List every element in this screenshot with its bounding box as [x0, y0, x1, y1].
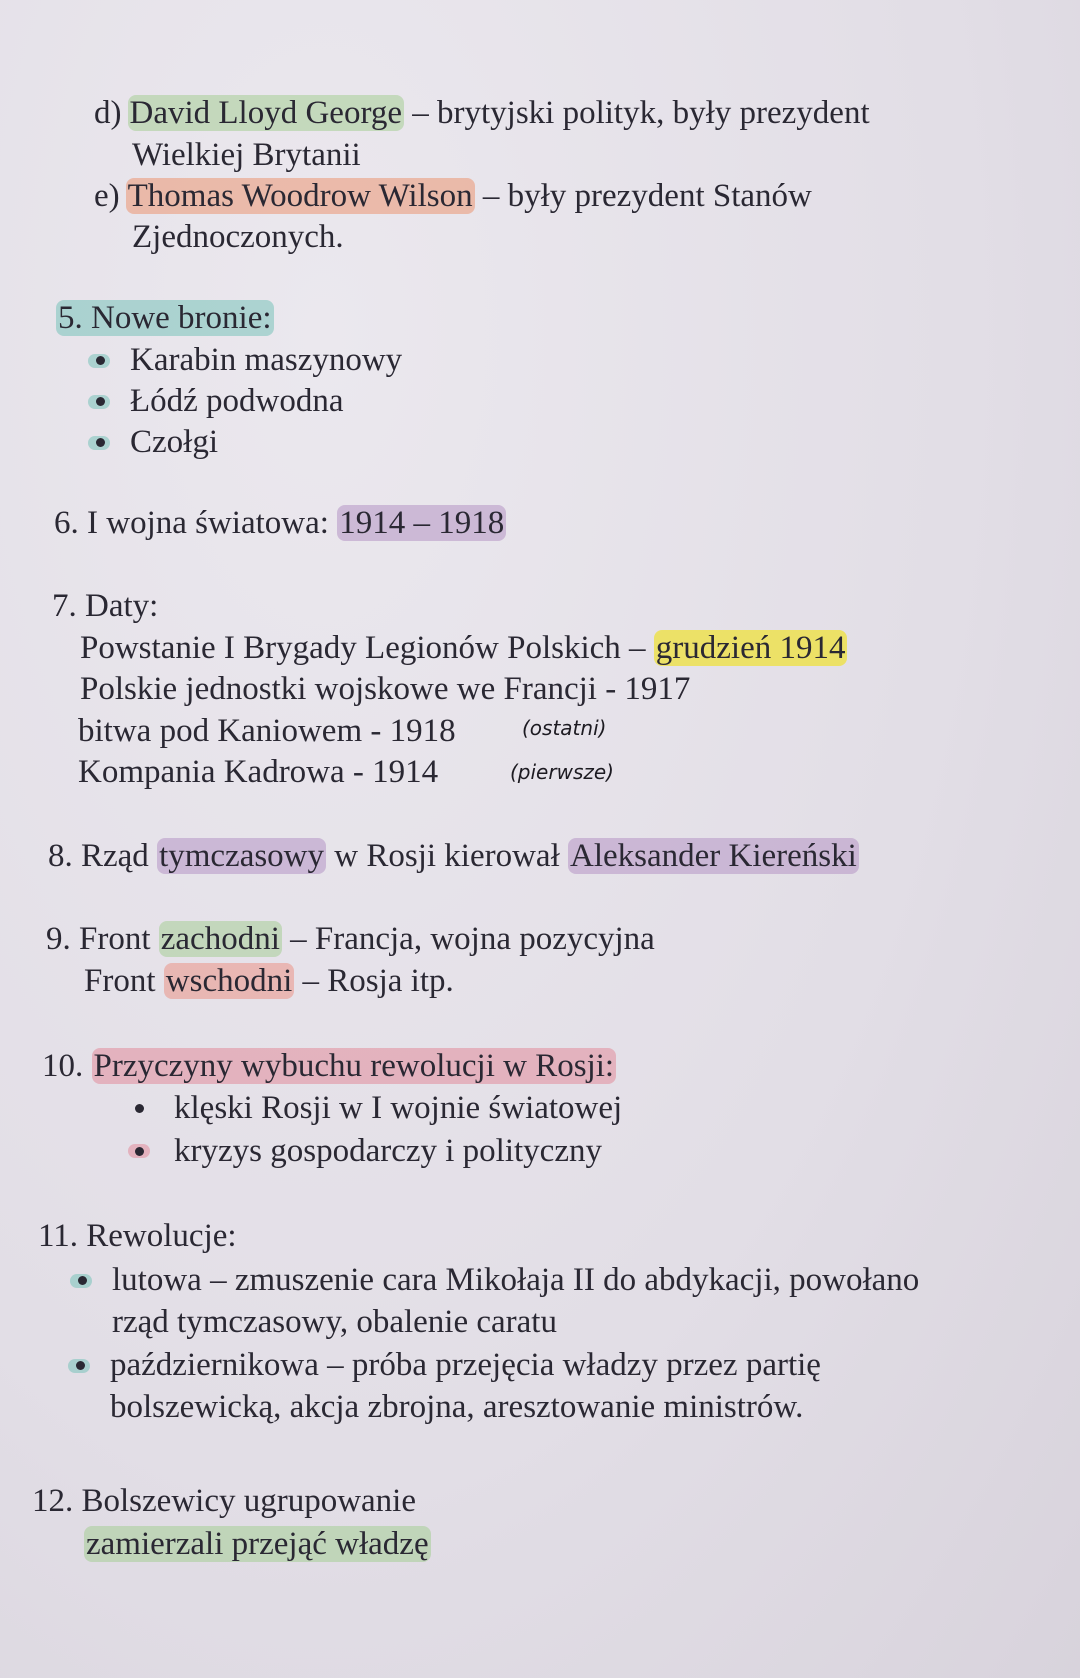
item-4e-rest: – były prezydent Stanów: [474, 178, 812, 214]
item-7-line-2: Polskie jednostki wojskowe we Francji - 1917: [80, 671, 691, 707]
item-9-west: zachodni: [160, 921, 280, 957]
item-11-bullet-2-line-1: październikowa – próba przejęcia władzy przez partię: [110, 1347, 821, 1383]
item-6-dates: 1914 – 1918: [339, 505, 505, 541]
item-11-bullet-1-line-1: lutowa – zmuszenie cara Mikołaja II do abdykacji, powołano: [112, 1262, 920, 1298]
item-11-heading-text: 11. Rewolucje:: [38, 1218, 237, 1254]
item-10-bullet-1: klęski Rosji w I wojnie światowej: [174, 1090, 623, 1126]
item-8-prefix: 8. Rząd: [48, 838, 158, 874]
item-5-bullet-1: Karabin maszynowy: [130, 342, 403, 378]
item-4d-name: David Lloyd George: [129, 95, 402, 131]
item-4d-continuation: Wielkiej Brytanii: [132, 137, 361, 173]
item-9-line-1: [46, 919, 655, 959]
item-6-line: [54, 503, 506, 543]
bullet-dot: [78, 1276, 87, 1285]
item-7-line-1-text: Powstanie I Brygady Legionów Polskich –: [80, 630, 654, 666]
item-10-number: 10.: [42, 1048, 92, 1084]
item-4e-continuation: Zjednoczonych.: [132, 219, 344, 255]
item-4e-prefix: e): [94, 178, 120, 214]
item-12-line-1: 12. Bolszewicy ugrupowanie: [32, 1483, 416, 1519]
handwritten-note-last: (ostatni): [522, 716, 607, 740]
item-5-bullet-3: Czołgi: [130, 424, 218, 460]
item-4d-rest: – brytyjski polityk, były prezydent: [404, 95, 870, 131]
item-9-prefix: 9. Front: [46, 921, 159, 957]
item-10-bullet-2: kryzys gospodarczy i polityczny: [174, 1133, 602, 1169]
item-11-bullet-1-line-2: rząd tymczasowy, obalenie caratu: [112, 1304, 557, 1340]
item-10-heading: [42, 1046, 616, 1086]
bullet-dot: [76, 1361, 85, 1370]
item-4e-line: [94, 176, 812, 216]
item-7-line-4: [78, 752, 438, 792]
item-7-line-1-date: grudzień 1914: [655, 630, 846, 666]
item-9-east: wschodni: [165, 963, 293, 999]
item-7-line-3-text: bitwa pod Kaniowem - 1918: [78, 713, 456, 749]
item-8-keyword: tymczasowy: [159, 838, 325, 874]
item-9-line-2: [84, 961, 454, 1001]
item-7-line-1: [80, 628, 847, 668]
item-11-heading: [38, 1216, 237, 1256]
item-11-bullet-2-line-2: bolszewicką, akcja zbrojna, aresztowanie ministrów.: [110, 1389, 804, 1425]
item-8-line: [48, 836, 859, 876]
item-4d-prefix: d): [94, 95, 122, 131]
item-8-middle: w Rosji kierował: [326, 838, 568, 874]
bullet-dot: [96, 356, 105, 365]
item-9-line-2-prefix: Front: [84, 963, 164, 999]
item-8-name: Aleksander Kiereński: [570, 838, 857, 874]
item-5-heading-text: 5. Nowe bronie:: [58, 300, 272, 336]
item-7-line-4-text: Kompania Kadrowa - 1914: [78, 754, 439, 790]
item-12-line-2-text: zamierzali przejąć władzę: [86, 1526, 429, 1562]
item-10-heading-text: Przyczyny wybuchu rewolucji w Rosji:: [93, 1048, 615, 1084]
bullet-dot: [135, 1104, 144, 1113]
item-7-heading: 7. Daty:: [52, 588, 159, 624]
item-5-bullet-2: Łódź podwodna: [130, 383, 344, 419]
bullet-dot: [96, 397, 105, 406]
item-5-heading: [56, 298, 274, 338]
bullet-dot: [96, 438, 105, 447]
item-12-line-2: [84, 1524, 431, 1564]
item-7-line-3: [78, 711, 456, 751]
item-4d-line: [94, 93, 870, 133]
item-4e-name: Thomas Woodrow Wilson: [127, 178, 473, 214]
item-6-label: 6. I wojna światowa:: [54, 505, 338, 541]
handwritten-note-first: (pierwsze): [510, 760, 614, 784]
bullet-dot: [135, 1147, 144, 1156]
item-9-west-rest: – Francja, wojna pozycyjna: [281, 921, 655, 957]
item-9-east-rest: – Rosja itp.: [294, 963, 454, 999]
